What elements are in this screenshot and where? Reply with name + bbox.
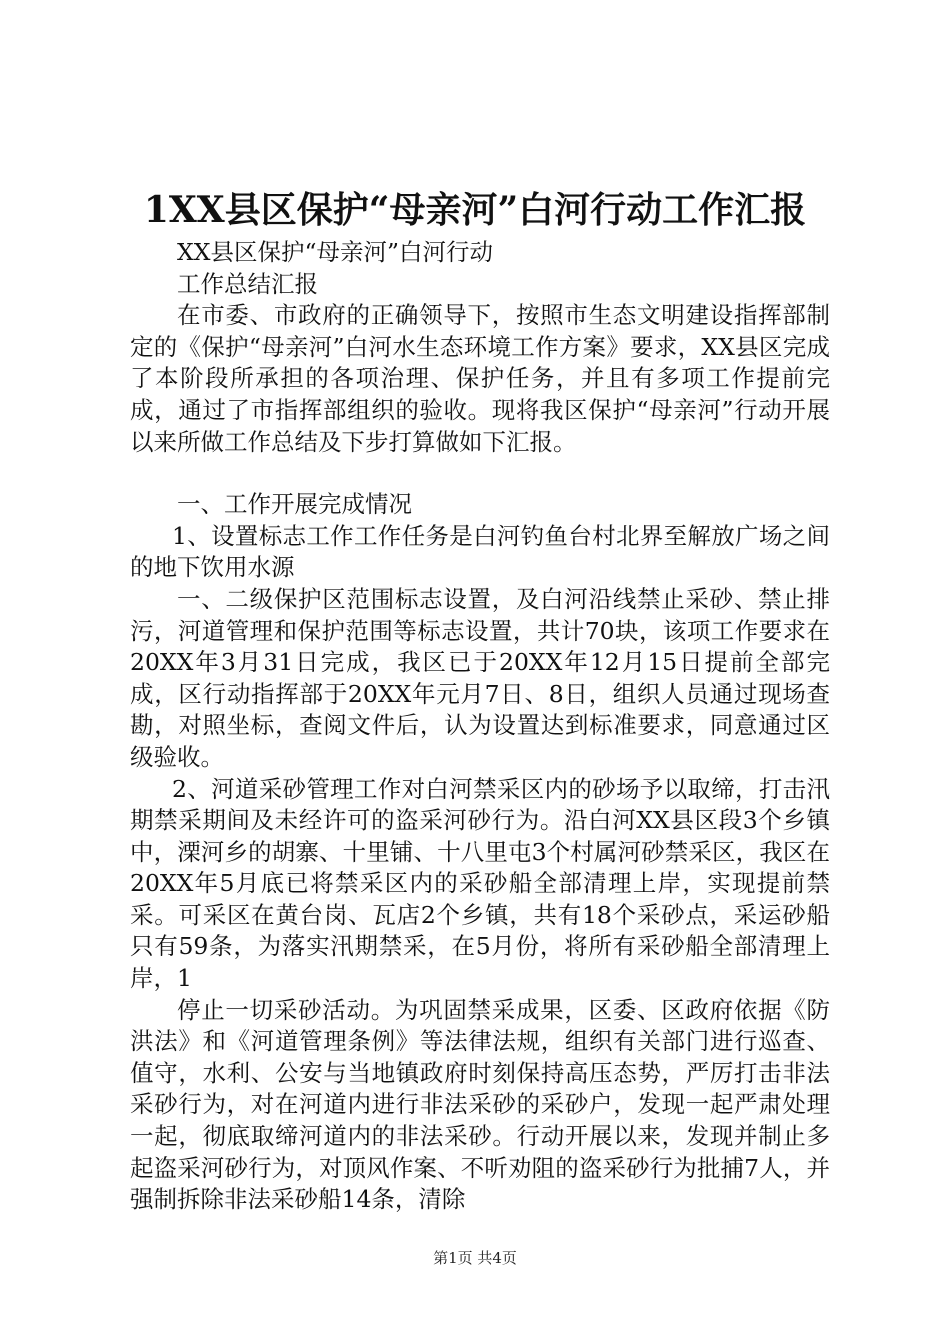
paragraph-intro: 在市委、市政府的正确领导下，按照市生态文明建设指挥部制定的《保护“母亲河”白河水生态环境工作方案》要求，XX县区完成了本阶段所承担的各项治理、保护任务，并且有多项工作提前完成，通过了市指挥部组织的验收。现将我区保护“母亲河”行动开展以来所做工作总结及下步打算做如下汇报。 <box>130 301 830 456</box>
document-body <box>130 237 830 1216</box>
page-footer: 第1页 共4页 <box>433 1249 517 1267</box>
paragraph-sand-mining: 2、河道采砂管理工作对白河禁采区内的砂场予以取缔，打击汛期禁采期间及未经许可的盗采河砂行为。沿白河XX县区段3个乡镇中，溧河乡的胡寨、十里铺、十八里屯3个村属河砂禁采区，我区在20XX年5月底已将禁采区内的采砂船全部清理上岸，实现提前禁采。可采区在黄台岗、瓦店2个乡镇，共有18个采砂点，采运砂船只有59条，为落实汛期禁采，在5月份，将所有采砂船全部清理上岸，1 <box>130 774 830 993</box>
paragraph-signage: 1、设置标志工作工作任务是白河钓鱼台村北界至解放广场之间的地下饮用水源 <box>130 521 830 582</box>
paragraph-gap <box>130 458 830 489</box>
section-heading: 一、工作开展完成情况 <box>177 490 412 519</box>
paragraph-enforcement: 停止一切采砂活动。为巩固禁采成果，区委、区政府依据《防洪法》和《河道管理条例》等法律法规，组织有关部门进行巡查、值守，水利、公安与当地镇政府时刻保持高压态势，严厉打击非法采砂行为，对在河道内进行非法采砂的采砂户，发现一起严肃处理一起，彻底取缔河道内的非法采砂。行动开展以来，发现并制止多起盗采河砂行为，对顶风作案、不听劝阻的盗采砂行为批捕7人，并强制拆除非法采砂船14条，清除 <box>130 995 830 1214</box>
subtitle-line-1: XX县区保护“母亲河”白河行动 <box>177 238 493 266</box>
document-title: 1XX县区保护“母亲河”白河行动工作汇报 <box>143 189 807 231</box>
subtitle-line-2: 工作总结汇报 <box>177 269 318 298</box>
paragraph-protection-zone: 一、二级保护区范围标志设置，及白河沿线禁止采砂、禁止排污，河道管理和保护范围等标志设置，共计70块，该项工作要求在20XX年3月31日完成，我区已于20XX年12月15日提前全部完成，区行动指挥部于20XX年元月7日、8日，组织人员通过现场查勘，对照坐标，查阅文件后，认为设置达到标准要求，同意通过区级验收。 <box>130 584 830 771</box>
